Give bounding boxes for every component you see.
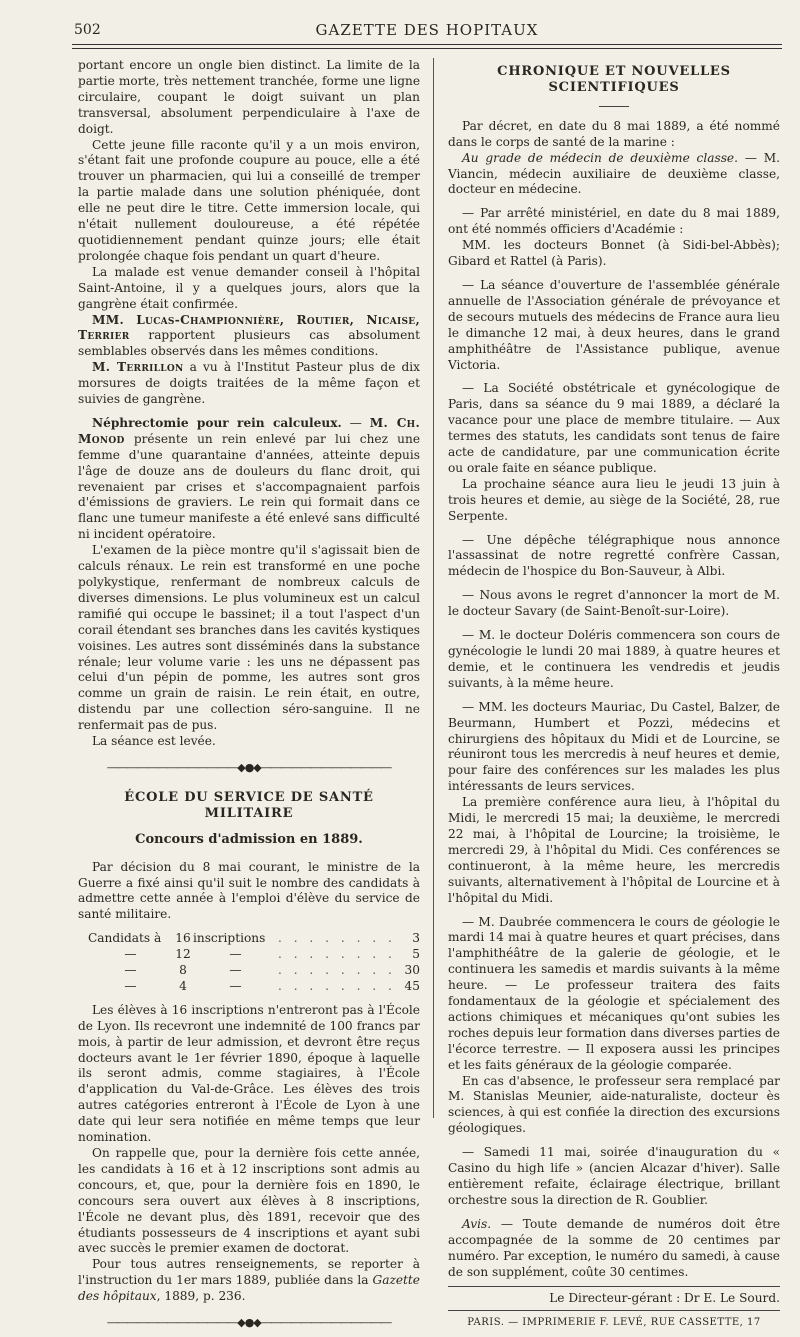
column-divider xyxy=(433,58,434,1118)
dot-leader: . . . . . . . . xyxy=(278,978,396,993)
author-names: MM. Lucas-Championnière, Routier, Nicaise, Terrier xyxy=(78,312,420,343)
paragraph xyxy=(448,151,780,199)
row-unit: — xyxy=(229,947,242,962)
paragraph: — La séance d'ouverture de l'assemblée générale annuelle de l'Association générale de prévoyance et de secours mutuels des médecins de France aura lieu le dimanche 12 mai, à deux heures, dans le grand amphithéâtre de l'Assistance publique, avenue Victoria. xyxy=(448,277,780,372)
running-title: GAZETTE DES HOPITAUX xyxy=(315,21,539,39)
dot-leader: . . . . . . . . xyxy=(278,947,396,962)
row-unit: — xyxy=(229,963,242,978)
table-row xyxy=(88,931,420,947)
italic-heading: Avis. xyxy=(462,1216,492,1231)
left-column xyxy=(78,58,420,1337)
journal-title: Gazette des hôpitaux xyxy=(78,1273,420,1304)
table-row xyxy=(88,963,420,979)
table-row xyxy=(88,947,420,963)
dot-leader: . . . . . . . . xyxy=(278,931,396,946)
page-number: 502 xyxy=(74,22,101,38)
paragraph-text: , 1889, p. 236. xyxy=(156,1289,246,1304)
paragraph-text: — Toute demande de numéros doit être accompagnée de la somme de 20 centimes par numéro. Par exception, le numéro du samedi, à cause de son supplément, coûte 30 centimes. xyxy=(448,1216,780,1279)
ornament-rule: ―――――――――――――◆●◆――――――――――――― xyxy=(107,760,391,774)
section-title: ÉCOLE DU SERVICE DE SANTÉ MILITAIRE xyxy=(124,789,374,821)
row-unit: — xyxy=(229,978,242,993)
author-name: M. Terrillon xyxy=(92,360,184,375)
paragraph xyxy=(78,1257,420,1305)
ornament-rule: ―――――――――――――◆●◆――――――――――――― xyxy=(107,1316,391,1330)
row-label: — xyxy=(124,978,137,993)
paragraph: Par décision du 8 mai courant, le ministre de la Guerre a fixé ainsi qu'il suit le nombre des candidats à admettre cette année à l'emploi d'élève du service de santé militaire. xyxy=(78,859,420,922)
row-unit: inscriptions xyxy=(193,931,266,946)
page-header xyxy=(72,18,782,42)
paragraph: portant encore un ongle bien distinct. La limite de la partie morte, très nettement tranchée, forme une ligne circulaire, coupant le doigt suivant un plan transversal, absolument perpendiculaire à l'axe de doigt. xyxy=(78,58,420,136)
signature: Le Directeur-gérant : Dr E. Le Sourd. xyxy=(549,1291,780,1306)
paragraph-text: Pour tous autres renseignements, se reporter à l'instruction du 1er mars 1889, publiée dans la xyxy=(78,1257,420,1288)
paragraph: La première conférence aura lieu, à l'hôpital du Midi, le mercredi 15 mai; la deuxième, le mercredi 22 mai, à l'hôpital de Lourcine; la troisième, le mercredi 29, à l'hôpital du Midi. Ces conférences se continueront, à la même heure, les mercredis suivants, alternativement à l'hôpital de Lourcine et à l'hôpital du Midi. xyxy=(448,795,780,905)
author-name: M. Ch. Monod xyxy=(78,415,421,446)
paragraph: — Samedi 11 mai, soirée d'inauguration du « Casino du high life » (ancien Alcazar d'hiver). Salle entièrement refaite, éclairage électrique, brillant orchestre sous la direction de R. Goublier. xyxy=(448,1145,780,1207)
paragraph: — La Société obstétricale et gynécologique de Paris, dans sa séance du 9 mai 1889, a déclaré la vacance pour une place de membre titulaire. — Aux termes des statuts, les candidats sont tenus de faire acte de candidature, par une communication écrite ou orale faite en séance publique. xyxy=(448,381,780,475)
row-number: 4 xyxy=(179,978,187,993)
paragraph-text: présente un rein enlevé par lui chez une femme d'une quarantaine d'années, atteinte depuis l'âge de douze ans de douleurs du flanc droit, qui revenaient par crises et s'accompagnaient parfois d'émissions de graviers. Le rein qui formait dans ce flanc une tumeur manifeste a été enlevé sans difficulté ni incident opératoire. xyxy=(78,431,420,542)
row-label: — xyxy=(124,963,137,978)
paragraph-text: rapportent plusieurs cas absolument semblables observés dans les mêmes conditions. xyxy=(78,328,420,359)
paragraph: Les élèves à 16 inscriptions n'entreront pas à l'École de Lyon. Ils recevront une indemnité de 100 francs par mois, à partir de leur admission, et devront être reçus docteurs avant le 1er février 1890, époque à laquelle ils seront admis, comme stagiaires, à l'École d'application du Val-de-Grâce. Les élèves des trois autres catégories entreront à l'École de Lyon à une date qui leur sera notifiée en même temps que leur nomination. xyxy=(78,1002,420,1145)
row-number: 8 xyxy=(179,963,187,978)
row-count: 45 xyxy=(404,978,420,993)
paragraph: Cette jeune fille raconte qu'il y a un mois environ, s'étant fait une profonde coupure au pouce, elle a été trouver un pharmacien, qui lui a conseillé de tremper la partie malade dans une solution phéniquée, dont elle ne peut dire le titre. Cette immersion locale, qui n'était nullement douloureuse, a été répétée quotidiennement pendant quinze jours; elle était prolongée chaque fois pendant un quart d'heure. xyxy=(78,137,420,263)
paragraph xyxy=(448,1217,780,1281)
section-title: CHRONIQUE ET NOUVELLES SCIENTIFIQUES xyxy=(497,64,731,95)
paragraph: L'examen de la pièce montre qu'il s'agissait bien de calculs rénaux. Le rein est transformé en une poche polykystique, renfermant de nombreux calculs de diverses dimensions. Le plus volumineux est un calcul ramifié qui occupe le bassinet; il a tout l'aspect d'un corail étendant ses branches dans les cavités kystiques voisines. Les autres sont disséminés dans la substance rénale; leur volume varie : les uns ne dépassent pas celui d'un pépin de pomme, les autres sont gros comme un grain de raisin. Le rein était, en outre, distendu par une collection séro-sanguine. Il ne renfermait pas de pus. xyxy=(78,543,420,733)
paragraph: MM. les docteurs Bonnet (à Sidi-bel-Abbès); Gibard et Rattel (à Paris). xyxy=(448,238,780,269)
paragraph: — Nous avons le regret d'annoncer la mort de M. le docteur Savary (de Saint-Benoît-sur-Loire). xyxy=(448,588,780,619)
row-number: 16 xyxy=(175,931,191,946)
row-count: 5 xyxy=(412,947,420,962)
row-label: Candidats à xyxy=(88,931,162,946)
italic-heading: Au grade de médecin de deuxième classe. xyxy=(462,150,738,165)
paragraph: On rappelle que, pour la dernière fois cette année, les candidats à 16 et à 12 inscriptions sont admis au concours, et, que, pour la dernière fois en 1890, le concours sera ouvert aux élèves à 8 inscriptions, l'École ne devant plus, dès 1891, recevoir que des étudiants possesseurs de 4 inscriptions et ayant subi avec succès le premier examen de doctorat. xyxy=(78,1146,420,1256)
paragraph: La séance est levée. xyxy=(92,734,216,749)
short-rule xyxy=(599,106,629,107)
row-number: 12 xyxy=(175,947,191,962)
row-label: — xyxy=(124,947,137,962)
header-rule xyxy=(72,44,782,45)
paragraph: En cas d'absence, le professeur sera remplacé par M. Stanislas Meunier, aide-naturaliste, docteur ès sciences, à qui est confiée la direction des excursions géologiques. xyxy=(448,1073,780,1136)
paragraph xyxy=(78,416,420,543)
footer-rule xyxy=(448,1286,780,1287)
dot-leader: . . . . . . . . xyxy=(278,963,396,978)
printer-imprint: PARIS. — IMPRIMERIE F. LEVÉ, RUE CASSETTE, 17 xyxy=(467,1317,761,1329)
right-column xyxy=(448,58,780,1331)
header-rule-thin xyxy=(72,48,782,49)
paragraph: — M. le docteur Doléris commencera son cours de gynécologie le lundi 20 mai 1889, à quatre heures et demie, et le continuera les vendredis et jeudis suivants, à la même heure. xyxy=(448,628,780,690)
row-count: 30 xyxy=(404,963,420,978)
paragraph xyxy=(78,360,420,408)
article-title: Néphrectomie pour rein calculeux. xyxy=(92,415,342,430)
subsection-title: Concours d'admission en 1889. xyxy=(135,831,363,847)
paragraph: — Par arrêté ministériel, en date du 8 mai 1889, ont été nommés officiers d'Académie : xyxy=(448,206,780,237)
paragraph: Par décret, en date du 8 mai 1889, a été nommé dans le corps de santé de la marine : xyxy=(448,118,780,149)
candidates-table xyxy=(78,931,420,995)
row-count: 3 xyxy=(412,931,420,946)
table-row xyxy=(88,979,420,995)
paragraph: — Une dépêche télégraphique nous annonce l'assassinat de notre regretté confrère Cassan, médecin de l'hospice du Bon-Sauveur, à Albi. xyxy=(448,532,780,579)
paragraph: — M. Daubrée commencera le cours de géologie le mardi 14 mai à quatre heures et quart précises, dans l'amphithéâtre de la galerie de géologie, et le continuera les samedis et mardis suivants à la même heure. — Le professeur traitera des faits fondamentaux de la géologie et spécialement des actions chimiques et mécaniques qu'ont subies les roches depuis leur formation dans diverses parties de l'écorce terrestre. — Il exposera aussi les principes et les faits généraux de la géologie comparée. xyxy=(448,914,780,1072)
paragraph-text: — M. Viancin, médecin auxiliaire de deuxième classe, docteur en médecine. xyxy=(448,150,780,197)
paragraph xyxy=(78,313,420,361)
footer-rule-thin xyxy=(448,1310,780,1311)
paragraph-text: a vu à l'Institut Pasteur plus de dix morsures de doigts traitées de la même façon et suivies de gangrène. xyxy=(78,360,421,407)
paragraph: La prochaine séance aura lieu le jeudi 13 juin à trois heures et demie, au siège de la Société, 28, rue Serpente. xyxy=(448,476,780,523)
paragraph: La malade est venue demander conseil à l'hôpital Saint-Antoine, il y a quelques jours, alors que la gangrène était confirmée. xyxy=(78,264,420,311)
paragraph: — MM. les docteurs Mauriac, Du Castel, Balzer, de Beurmann, Humbert et Pozzi, médecins et chirurgiens des hôpitaux du Midi et de Lourcine, se réuniront tous les mercredis à neuf heures et demie, pour faire des conférences sur les malades les plus intéressants de leurs services. xyxy=(448,699,780,794)
dash: — xyxy=(341,415,370,430)
